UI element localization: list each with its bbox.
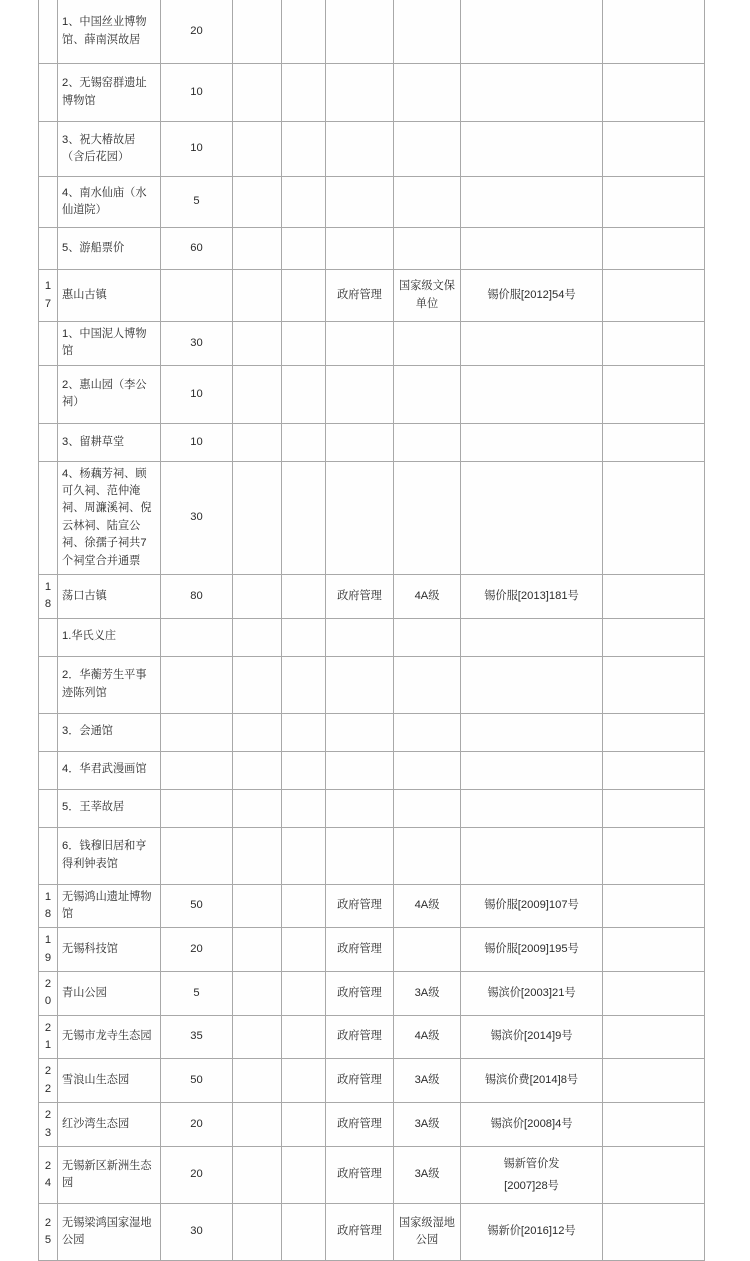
table-row [39, 322, 705, 366]
spot-name-cell: 2、惠山园（李公祠） [58, 365, 161, 423]
price-table-container [38, 0, 704, 1261]
empty-cell-5 [282, 322, 326, 366]
spot-name-cell: 无锡鸿山遗址博物馆 [58, 884, 161, 928]
approval-document-cell [461, 1146, 603, 1203]
empty-cell-last [603, 1146, 705, 1203]
ticket-price-cell: 10 [161, 64, 233, 122]
row-index-cell [39, 322, 58, 366]
management-cell: 政府管理 [326, 972, 394, 1016]
table-row [39, 972, 705, 1016]
empty-cell-last [603, 618, 705, 656]
empty-cell-4 [233, 713, 282, 751]
ticket-price-cell: 35 [161, 1015, 233, 1059]
spot-name-cell: 3、祝大椿故居（含后花园） [58, 122, 161, 177]
empty-cell-last [603, 972, 705, 1016]
table-row [39, 1203, 705, 1260]
row-index-cell: 25 [39, 1203, 58, 1260]
empty-cell-4 [233, 322, 282, 366]
spot-name-cell: 5、游船票价 [58, 228, 161, 270]
spot-name-cell: 青山公园 [58, 972, 161, 1016]
empty-cell-last [603, 884, 705, 928]
ticket-price-cell: 5 [161, 177, 233, 228]
row-index-cell [39, 423, 58, 461]
management-cell [326, 0, 394, 64]
approval-document-cell: 锡价服[2009]107号 [461, 884, 603, 928]
grade-cell [394, 656, 461, 713]
grade-cell [394, 423, 461, 461]
table-row [39, 228, 705, 270]
grade-cell: 国家级文保单位 [394, 270, 461, 322]
grade-cell: 3A级 [394, 972, 461, 1016]
ticket-price-cell [161, 789, 233, 827]
doc-line: [2007]28号 [504, 1179, 559, 1192]
management-cell [326, 322, 394, 366]
management-cell [326, 365, 394, 423]
empty-cell-5 [282, 1015, 326, 1059]
ticket-price-cell [161, 656, 233, 713]
empty-cell-4 [233, 1203, 282, 1260]
approval-document-cell: 锡价服[2009]195号 [461, 928, 603, 972]
spot-name-cell: 3、留耕草堂 [58, 423, 161, 461]
empty-cell-5 [282, 827, 326, 884]
grade-cell [394, 365, 461, 423]
empty-cell-4 [233, 656, 282, 713]
empty-cell-last [603, 64, 705, 122]
empty-cell-last [603, 1059, 705, 1103]
approval-document-cell [461, 461, 603, 574]
grade-cell [394, 228, 461, 270]
management-cell [326, 423, 394, 461]
empty-cell-5 [282, 574, 326, 618]
spot-name-cell: 2．华蘅芳生平事迹陈列馆 [58, 656, 161, 713]
ticket-price-cell: 20 [161, 0, 233, 64]
ticket-price-cell: 10 [161, 423, 233, 461]
empty-cell-4 [233, 884, 282, 928]
table-row [39, 365, 705, 423]
table-body [39, 0, 705, 1260]
empty-cell-5 [282, 64, 326, 122]
table-row [39, 423, 705, 461]
approval-document-cell [461, 228, 603, 270]
approval-document-cell: 锡价服[2012]54号 [461, 270, 603, 322]
table-row [39, 574, 705, 618]
ticket-price-cell: 50 [161, 884, 233, 928]
ticket-price-cell: 30 [161, 322, 233, 366]
approval-document-cell [461, 322, 603, 366]
ticket-price-cell: 10 [161, 365, 233, 423]
empty-cell-5 [282, 713, 326, 751]
table-row [39, 1146, 705, 1203]
grade-cell [394, 64, 461, 122]
grade-cell [394, 122, 461, 177]
row-index-cell: 20 [39, 972, 58, 1016]
management-cell: 政府管理 [326, 270, 394, 322]
approval-document-cell [461, 365, 603, 423]
approval-document-cell [461, 177, 603, 228]
row-index-cell: 23 [39, 1103, 58, 1147]
spot-name-cell: 雪浪山生态园 [58, 1059, 161, 1103]
row-index-cell [39, 365, 58, 423]
row-index-cell [39, 618, 58, 656]
ticket-price-cell: 5 [161, 972, 233, 1016]
empty-cell-last [603, 177, 705, 228]
row-index-cell: 18 [39, 884, 58, 928]
management-cell: 政府管理 [326, 1203, 394, 1260]
spot-name-cell: 无锡市龙寺生态园 [58, 1015, 161, 1059]
empty-cell-last [603, 574, 705, 618]
grade-cell [394, 461, 461, 574]
empty-cell-4 [233, 618, 282, 656]
approval-document-cell [461, 751, 603, 789]
empty-cell-5 [282, 228, 326, 270]
spot-name-cell: 无锡梁鸿国家湿地公园 [58, 1203, 161, 1260]
ticket-price-cell: 20 [161, 1146, 233, 1203]
empty-cell-5 [282, 365, 326, 423]
empty-cell-5 [282, 972, 326, 1016]
approval-document-cell [461, 827, 603, 884]
management-cell [326, 618, 394, 656]
empty-cell-5 [282, 270, 326, 322]
management-cell [326, 789, 394, 827]
table-row [39, 177, 705, 228]
empty-cell-4 [233, 751, 282, 789]
ticket-price-cell [161, 827, 233, 884]
empty-cell-4 [233, 270, 282, 322]
empty-cell-5 [282, 751, 326, 789]
approval-document-cell [461, 423, 603, 461]
scenic-spot-price-table [38, 0, 705, 1261]
management-cell: 政府管理 [326, 1146, 394, 1203]
ticket-price-cell [161, 618, 233, 656]
empty-cell-5 [282, 1203, 326, 1260]
approval-document-cell [461, 122, 603, 177]
empty-cell-4 [233, 0, 282, 64]
empty-cell-last [603, 827, 705, 884]
empty-cell-4 [233, 423, 282, 461]
row-index-cell [39, 64, 58, 122]
management-cell: 政府管理 [326, 884, 394, 928]
grade-cell: 3A级 [394, 1059, 461, 1103]
management-cell [326, 177, 394, 228]
table-row [39, 827, 705, 884]
ticket-price-cell: 20 [161, 1103, 233, 1147]
grade-cell [394, 618, 461, 656]
approval-document-cell [461, 618, 603, 656]
spot-name-cell: 5．王莘故居 [58, 789, 161, 827]
empty-cell-last [603, 656, 705, 713]
spot-name-cell: 惠山古镇 [58, 270, 161, 322]
spot-name-cell: 红沙湾生态园 [58, 1103, 161, 1147]
empty-cell-last [603, 322, 705, 366]
table-row [39, 928, 705, 972]
empty-cell-4 [233, 827, 282, 884]
row-index-cell: 24 [39, 1146, 58, 1203]
empty-cell-5 [282, 618, 326, 656]
empty-cell-4 [233, 789, 282, 827]
grade-cell [394, 827, 461, 884]
grade-cell [394, 751, 461, 789]
spot-name-cell: 1、中国丝业博物馆、薛南溟故居 [58, 0, 161, 64]
grade-cell [394, 928, 461, 972]
ticket-price-cell: 60 [161, 228, 233, 270]
approval-document-cell: 锡价服[2013]181号 [461, 574, 603, 618]
table-row [39, 656, 705, 713]
row-index-cell [39, 228, 58, 270]
empty-cell-4 [233, 228, 282, 270]
management-cell [326, 228, 394, 270]
table-row [39, 1103, 705, 1147]
grade-cell [394, 177, 461, 228]
table-row [39, 713, 705, 751]
row-index-cell: 17 [39, 270, 58, 322]
empty-cell-last [603, 1015, 705, 1059]
management-cell [326, 122, 394, 177]
grade-cell: 4A级 [394, 884, 461, 928]
row-index-cell: 22 [39, 1059, 58, 1103]
ticket-price-cell [161, 751, 233, 789]
empty-cell-4 [233, 1146, 282, 1203]
spot-name-cell: 4．华君武漫画馆 [58, 751, 161, 789]
empty-cell-4 [233, 365, 282, 423]
management-cell: 政府管理 [326, 1103, 394, 1147]
table-row [39, 618, 705, 656]
empty-cell-4 [233, 461, 282, 574]
empty-cell-5 [282, 928, 326, 972]
row-index-cell [39, 751, 58, 789]
empty-cell-4 [233, 972, 282, 1016]
approval-document-cell: 锡滨价费[2014]8号 [461, 1059, 603, 1103]
empty-cell-5 [282, 177, 326, 228]
empty-cell-4 [233, 1103, 282, 1147]
grade-cell: 4A级 [394, 574, 461, 618]
empty-cell-last [603, 751, 705, 789]
management-cell [326, 656, 394, 713]
grade-cell: 3A级 [394, 1146, 461, 1203]
spot-name-cell: 1、中国泥人博物馆 [58, 322, 161, 366]
empty-cell-4 [233, 928, 282, 972]
spot-name-cell: 3．会通馆 [58, 713, 161, 751]
ticket-price-cell [161, 270, 233, 322]
approval-document-cell [461, 713, 603, 751]
management-cell [326, 713, 394, 751]
ticket-price-cell: 20 [161, 928, 233, 972]
row-index-cell: 18 [39, 574, 58, 618]
table-row [39, 1059, 705, 1103]
ticket-price-cell [161, 713, 233, 751]
empty-cell-last [603, 423, 705, 461]
table-row [39, 751, 705, 789]
empty-cell-4 [233, 1015, 282, 1059]
empty-cell-5 [282, 789, 326, 827]
ticket-price-cell: 30 [161, 1203, 233, 1260]
grade-cell: 3A级 [394, 1103, 461, 1147]
approval-document-cell: 锡滨价[2008]4号 [461, 1103, 603, 1147]
row-index-cell: 19 [39, 928, 58, 972]
ticket-price-cell: 10 [161, 122, 233, 177]
spot-name-cell: 4、南水仙庙（水仙道院） [58, 177, 161, 228]
empty-cell-5 [282, 122, 326, 177]
empty-cell-last [603, 713, 705, 751]
empty-cell-5 [282, 423, 326, 461]
spot-name-cell: 无锡新区新洲生态园 [58, 1146, 161, 1203]
empty-cell-last [603, 1203, 705, 1260]
approval-document-cell [461, 64, 603, 122]
empty-cell-4 [233, 122, 282, 177]
empty-cell-5 [282, 656, 326, 713]
management-cell [326, 64, 394, 122]
row-index-cell [39, 827, 58, 884]
approval-document-cell: 锡新价[2016]12号 [461, 1203, 603, 1260]
row-index-cell [39, 0, 58, 64]
approval-document-cell: 锡滨价[2014]9号 [461, 1015, 603, 1059]
empty-cell-last [603, 228, 705, 270]
approval-document-cell [461, 789, 603, 827]
spot-name-cell: 6．钱穆旧居和亨得利钟表馆 [58, 827, 161, 884]
table-row [39, 270, 705, 322]
table-row [39, 1015, 705, 1059]
row-index-cell: 21 [39, 1015, 58, 1059]
row-index-cell [39, 461, 58, 574]
table-row [39, 789, 705, 827]
management-cell: 政府管理 [326, 928, 394, 972]
ticket-price-cell: 30 [161, 461, 233, 574]
ticket-price-cell: 50 [161, 1059, 233, 1103]
grade-cell: 4A级 [394, 1015, 461, 1059]
spot-name-cell: 无锡科技馆 [58, 928, 161, 972]
management-cell: 政府管理 [326, 1059, 394, 1103]
empty-cell-4 [233, 574, 282, 618]
empty-cell-last [603, 122, 705, 177]
empty-cell-last [603, 928, 705, 972]
table-row [39, 461, 705, 574]
empty-cell-last [603, 789, 705, 827]
empty-cell-4 [233, 64, 282, 122]
grade-cell [394, 0, 461, 64]
management-cell [326, 827, 394, 884]
empty-cell-last [603, 270, 705, 322]
spot-name-cell: 2、无锡窑群遗址博物馆 [58, 64, 161, 122]
empty-cell-4 [233, 177, 282, 228]
empty-cell-last [603, 0, 705, 64]
empty-cell-5 [282, 461, 326, 574]
table-row [39, 64, 705, 122]
ticket-price-cell: 80 [161, 574, 233, 618]
empty-cell-5 [282, 0, 326, 64]
table-row [39, 0, 705, 64]
row-index-cell [39, 122, 58, 177]
empty-cell-last [603, 365, 705, 423]
approval-document-cell [461, 0, 603, 64]
spot-name-cell: 荡口古镇 [58, 574, 161, 618]
row-index-cell [39, 656, 58, 713]
empty-cell-5 [282, 1059, 326, 1103]
row-index-cell [39, 713, 58, 751]
empty-cell-last [603, 1103, 705, 1147]
management-cell: 政府管理 [326, 574, 394, 618]
table-row [39, 122, 705, 177]
empty-cell-last [603, 461, 705, 574]
grade-cell [394, 322, 461, 366]
spot-name-cell: 1.华氏义庄 [58, 618, 161, 656]
row-index-cell [39, 177, 58, 228]
empty-cell-5 [282, 884, 326, 928]
approval-document-cell: 锡滨价[2003]21号 [461, 972, 603, 1016]
empty-cell-5 [282, 1103, 326, 1147]
empty-cell-5 [282, 1146, 326, 1203]
grade-cell [394, 789, 461, 827]
management-cell [326, 461, 394, 574]
doc-line: 锡新管价发 [503, 1157, 560, 1170]
grade-cell: 国家级湿地公园 [394, 1203, 461, 1260]
management-cell: 政府管理 [326, 1015, 394, 1059]
empty-cell-4 [233, 1059, 282, 1103]
spot-name-cell: 4、杨藕芳祠、顾可久祠、范仲淹祠、周濂溪祠、倪云林祠、陆宣公祠、徐孺子祠共7个祠堂合并通票 [58, 461, 161, 574]
grade-cell [394, 713, 461, 751]
row-index-cell [39, 789, 58, 827]
table-row [39, 884, 705, 928]
management-cell [326, 751, 394, 789]
approval-document-cell [461, 656, 603, 713]
